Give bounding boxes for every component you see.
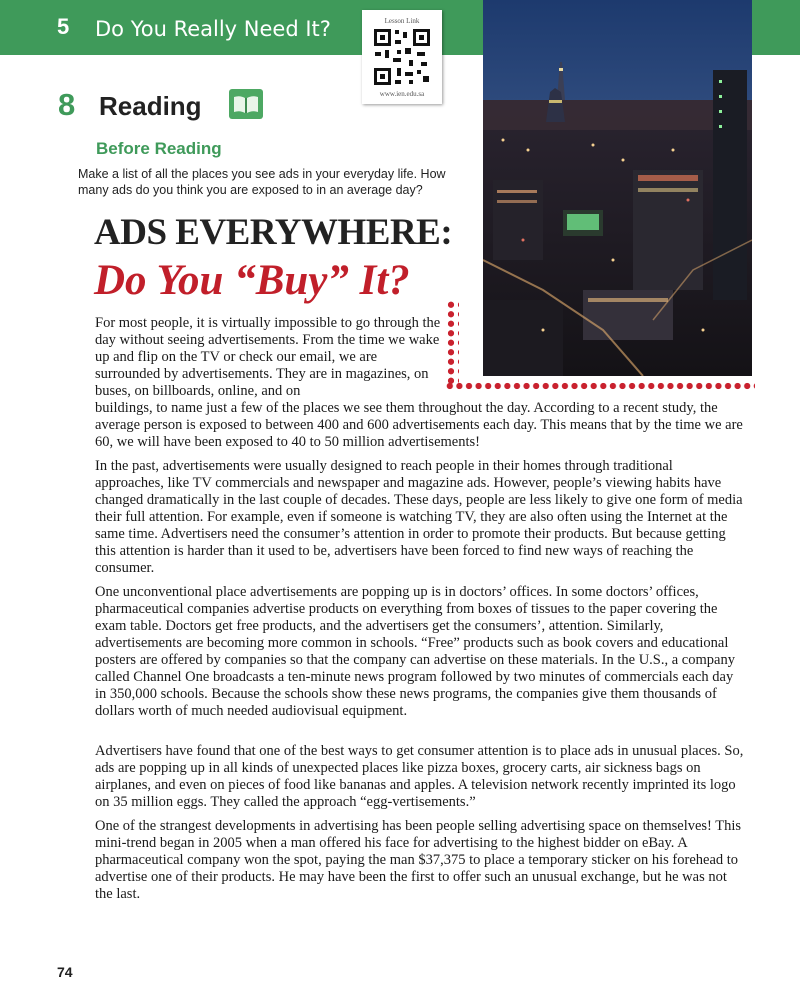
article-headline: ADS EVERYWHERE: bbox=[94, 212, 453, 253]
article-subheadline: Do You “Buy” It? bbox=[94, 257, 410, 304]
qr-code-icon[interactable] bbox=[373, 28, 431, 86]
dotted-border-vertical bbox=[445, 300, 459, 386]
article-paragraph-5: One of the strangest developments in advertising has been people selling advertising space on themselves! This mini-trend began in 2005 when a man offered his face for advertising to the highest bidder on eBay. A pharmaceutical company won the spot, paying the man $37,375 to place a temporary sticker on his forehead to advertise one of their products. He may have been the first to offer such an unusual exchange, but he was not the last. bbox=[95, 818, 742, 902]
unit-title: Do You Really Need It? bbox=[95, 17, 331, 41]
dotted-border-horizontal bbox=[445, 381, 755, 391]
article-paragraph-1-bottom: buildings, to name just a few of the places we see them throughout the day. According to a recent study, the average person is exposed to between 400 and 600 advertisements each day. This means that by the time we are 60, we will have been exposed to 40 to 50 million advertisements! bbox=[95, 400, 743, 450]
page-number: 74 bbox=[57, 964, 73, 980]
before-reading-prompt: Make a list of all the places you see ads in your everyday life. How many ads do you think you are exposed to in an average day? bbox=[78, 167, 446, 197]
unit-number: 5 bbox=[57, 14, 70, 39]
article-paragraph-1-top: For most people, it is virtually impossible to go through the day without seeing advertisements. From the time we wake up and flip on the TV or check our email, we are surrounded by advertisements. They are in magazines, on buses, on billboards, online, and on bbox=[95, 315, 441, 399]
lesson-link-label: Lesson Link bbox=[384, 17, 420, 25]
before-reading-heading: Before Reading bbox=[96, 139, 222, 158]
article-paragraph-4: Advertisers have found that one of the best ways to get consumer attention is to place ads in unusual places. So, ads are popping up in all kinds of unexpected places like pizza boxes, grocery carts, air sickness bags on airplanes, and even on pieces of food like bananas and apples. A television network recently imprinted its logo on 35 million eggs. They called the approach “egg-vertisements.” bbox=[95, 743, 744, 810]
article-paragraph-2: In the past, advertisements were usually designed to reach people in their homes through traditional approaches, like TV commercials and newspaper and magazine ads. However, people’s viewing habits have changed dramatically in the last couple of decades. These days, people are less likely to give one form of media their full attention. For example, even if someone is watching TV, they are also often using the Internet at the same time. Advertisers need the consumer’s attention in order to promote their products. But because getting this attention is harder than it used to be, advertisers have been forced to find new ways of reaching the consumer. bbox=[95, 458, 743, 576]
section-title: Reading bbox=[99, 91, 202, 121]
section-number: 8 bbox=[58, 87, 76, 122]
lesson-link-card[interactable] bbox=[362, 10, 442, 104]
city-night-photo bbox=[483, 0, 752, 376]
lesson-link-url[interactable]: www.ien.edu.sa bbox=[379, 90, 425, 98]
article-paragraph-3: One unconventional place advertisements are popping up is in doctors’ offices. In some doctors’ offices, pharmaceutical companies advertise products on everything from boxes of tissues to the paper covering the exam table. Doctors get free products, and the advertisers get the consumers’, attention. Similarly, advertisements are becoming more common in schools. “Free” products such as book covers and educational posters are offered by companies so that the company can advertise on these materials. In the U.S., a company called Channel One broadcasts a ten-minute news program followed by two minutes of commercials each day in 350,000 schools. Because the schools show these news programs, the companies give them thousands of dollars worth of much needed audiovisual equipment. bbox=[95, 584, 735, 719]
book-icon bbox=[229, 89, 263, 119]
